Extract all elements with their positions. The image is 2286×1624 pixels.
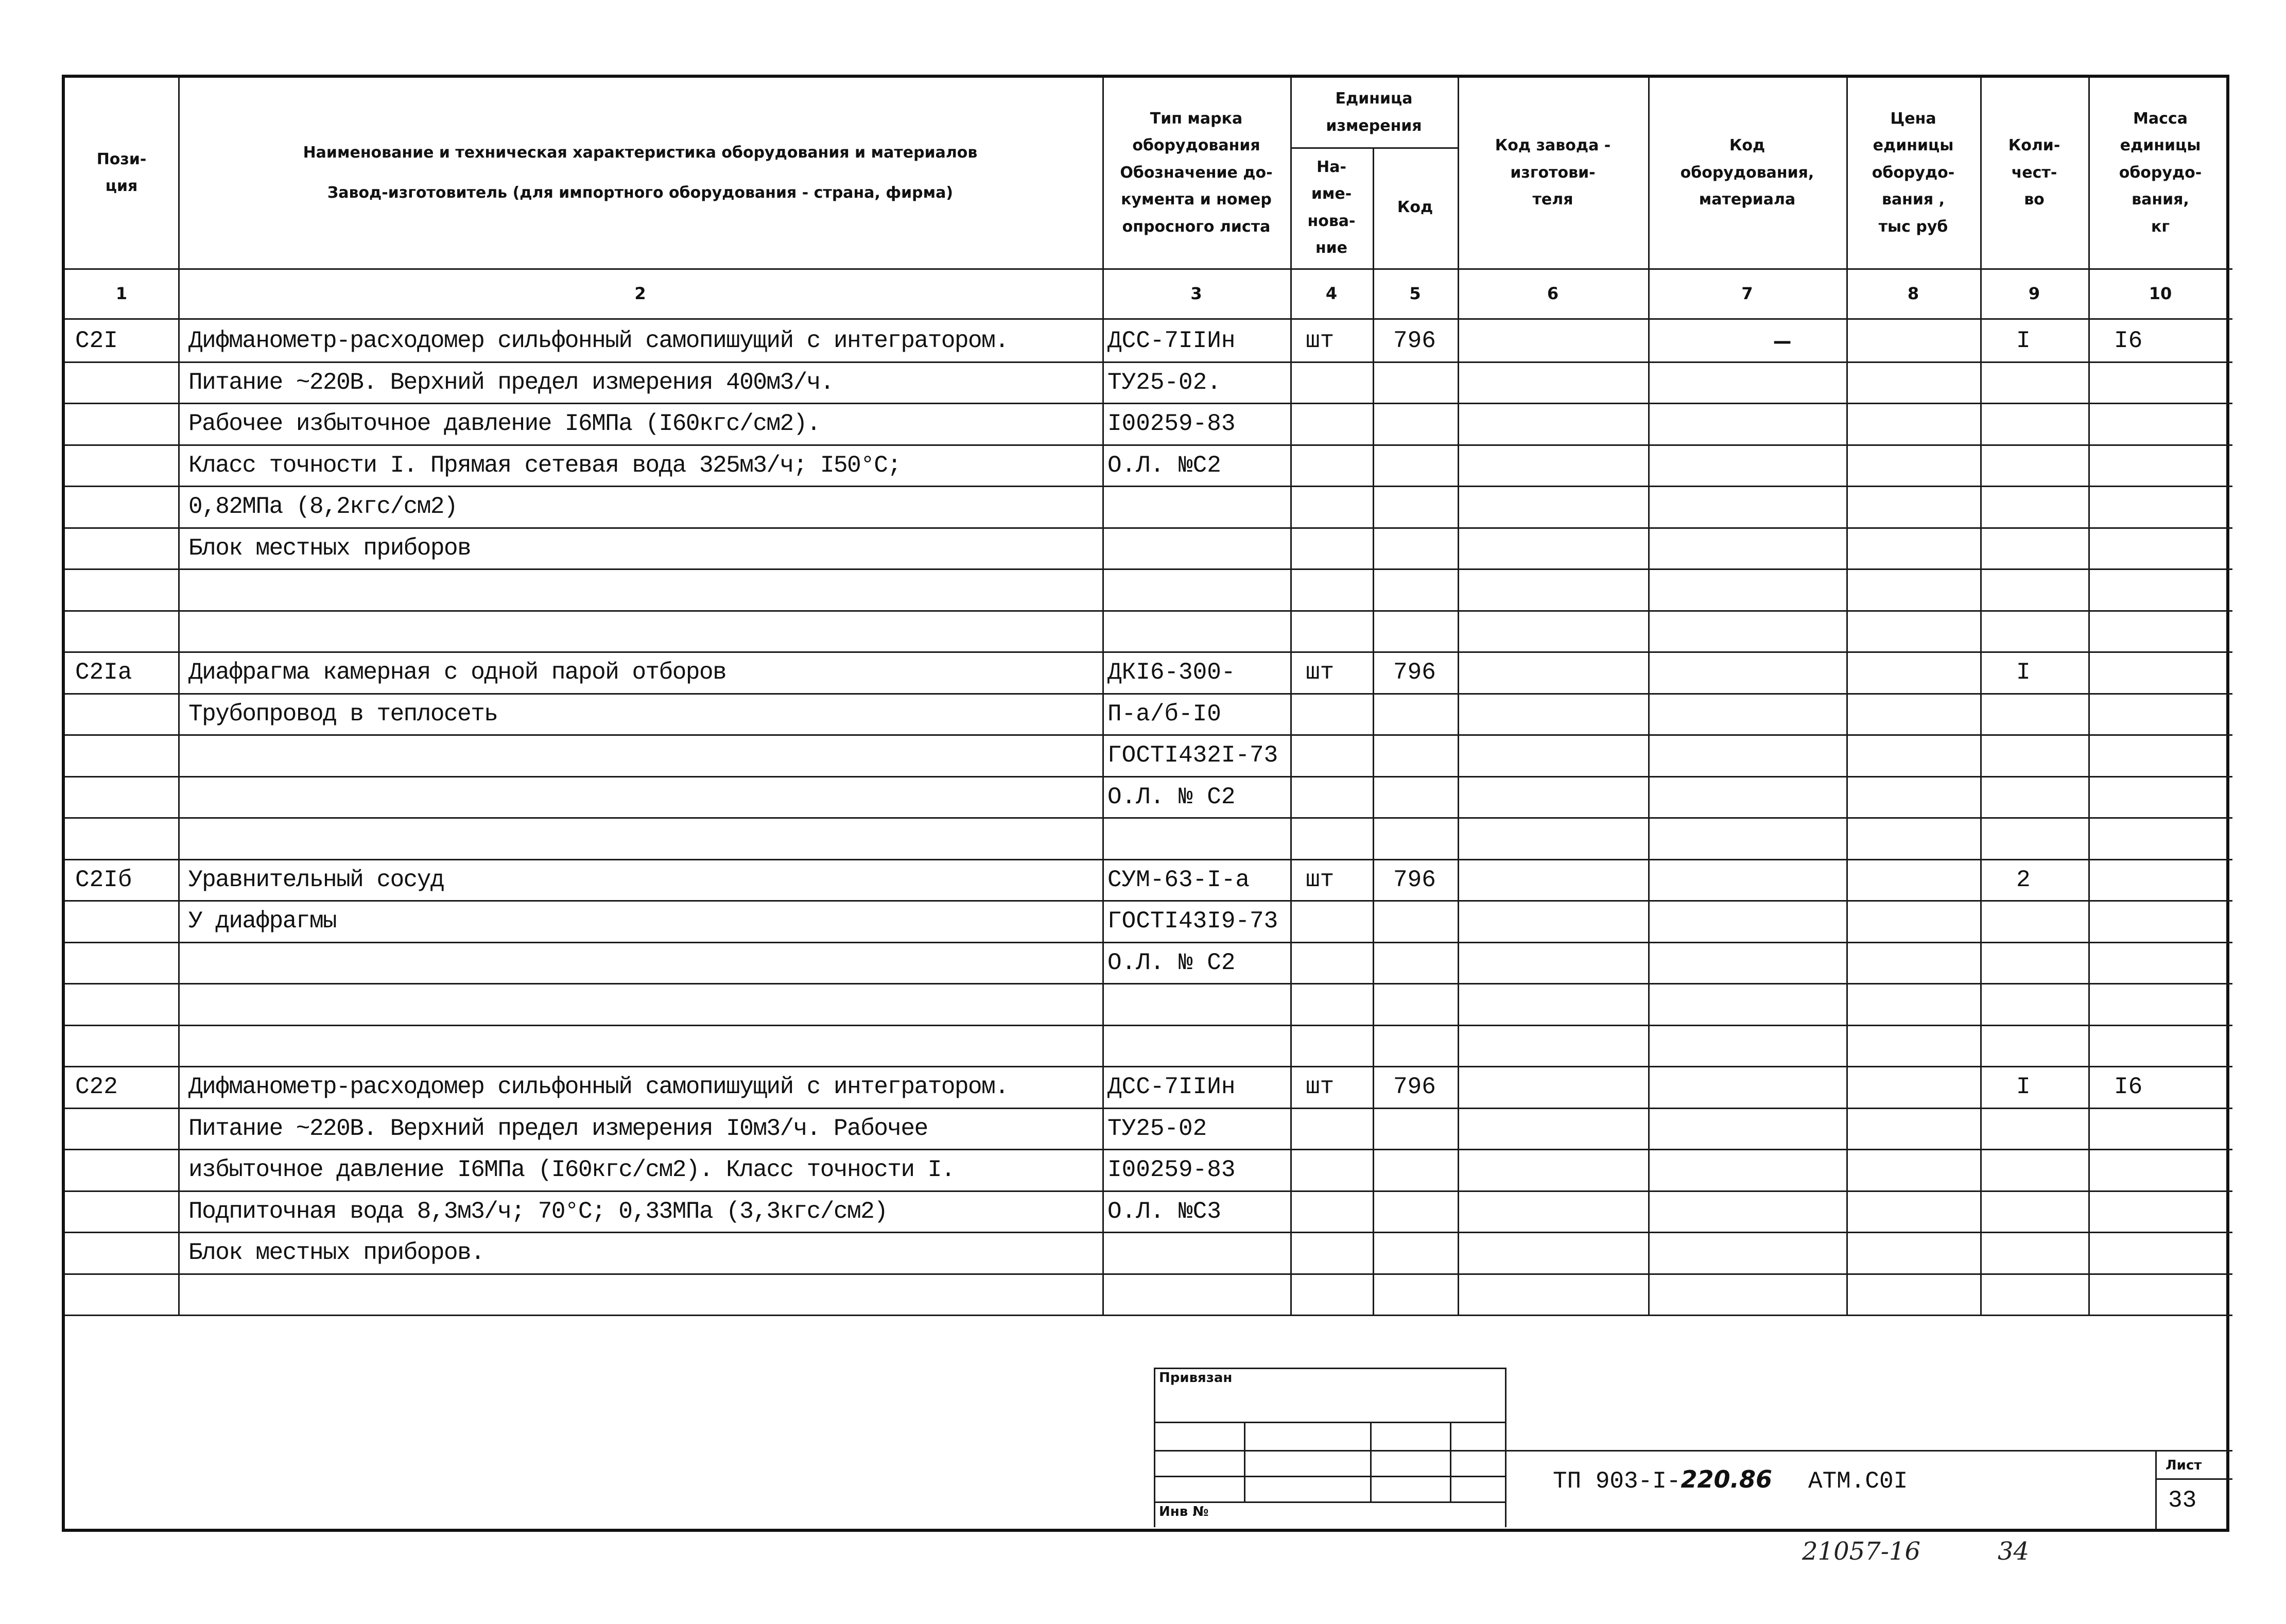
quantity-cell: I bbox=[2016, 1074, 2031, 1100]
name-cell: Трубопровод в теплосеть bbox=[188, 700, 498, 728]
column-header bbox=[1290, 147, 1373, 268]
position-cell: С2I bbox=[75, 327, 118, 354]
document-code-suffix: АТМ.С0I bbox=[1808, 1468, 1908, 1495]
quantity-cell: 2 bbox=[2016, 866, 2031, 893]
row-divider bbox=[65, 693, 2232, 695]
row-divider bbox=[65, 527, 2232, 529]
column-header-line: На- bbox=[1317, 158, 1346, 176]
row-divider bbox=[65, 361, 2232, 363]
stamp-line bbox=[1370, 1422, 1372, 1501]
column-header-line: оборудования, bbox=[1680, 163, 1814, 182]
row-divider bbox=[65, 776, 2232, 778]
column-number: 10 bbox=[2149, 284, 2172, 303]
stamp-line bbox=[1505, 1368, 1506, 1527]
document-code bbox=[1553, 1465, 1908, 1495]
row-divider bbox=[65, 1273, 2232, 1275]
row-divider bbox=[65, 1315, 2232, 1316]
column-header-line: Код завода - bbox=[1495, 136, 1611, 155]
inventory-number-label: Инв № bbox=[1159, 1504, 1209, 1519]
type-cell: О.Л. № С2 bbox=[1107, 949, 1236, 976]
column-header-line: оборудо- bbox=[2119, 163, 2202, 182]
type-cell: СУМ-63-I-а bbox=[1107, 866, 1250, 893]
unit-code-cell: 796 bbox=[1393, 1074, 1436, 1100]
row-divider bbox=[65, 651, 2232, 653]
row-divider bbox=[65, 486, 2232, 487]
unit-name-cell: шт bbox=[1306, 659, 1335, 686]
column-number: 6 bbox=[1547, 284, 1559, 303]
column-header-line: кг bbox=[2151, 217, 2170, 236]
column-header-line: нова- bbox=[1307, 212, 1356, 230]
column-header-line: опросного листа bbox=[1122, 217, 1271, 236]
column-header-line: Код bbox=[1729, 136, 1765, 155]
row-divider bbox=[65, 983, 2232, 984]
column-header-line: Пози- bbox=[96, 150, 147, 168]
row-divider bbox=[65, 1025, 2232, 1026]
column-number: 5 bbox=[1409, 284, 1421, 303]
column-number: 9 bbox=[2028, 284, 2040, 303]
column-header-line: вания , bbox=[1881, 191, 1945, 209]
type-cell: О.Л. №С2 bbox=[1107, 452, 1221, 479]
specification-sheet bbox=[62, 75, 2229, 1532]
archive-page-number: 34 bbox=[1998, 1537, 2030, 1566]
column-header-line: единицы bbox=[2120, 136, 2201, 155]
stamp-line bbox=[1154, 1450, 1506, 1452]
column-header-line: единицы bbox=[1873, 136, 1954, 155]
quantity-cell: I bbox=[2016, 327, 2031, 354]
row-divider bbox=[65, 1066, 2232, 1067]
column-header-line: материала bbox=[1699, 191, 1796, 209]
position-cell: С22 bbox=[75, 1074, 118, 1100]
name-cell: Уравнительный сосуд bbox=[188, 866, 444, 893]
name-cell: Подпиточная вода 8,3м3/ч; 70°С; 0,33МПа (3,3кгс/см2) bbox=[188, 1198, 888, 1225]
column-divider bbox=[1373, 147, 1374, 1315]
unit-name-cell: шт bbox=[1306, 327, 1335, 354]
row-divider bbox=[65, 1232, 2232, 1233]
header-divider bbox=[65, 268, 2232, 270]
column-header bbox=[2088, 78, 2232, 268]
column-header-line: име- bbox=[1311, 185, 1352, 203]
stamp-line bbox=[2155, 1450, 2157, 1530]
column-header bbox=[1648, 78, 1846, 268]
column-header-line: изготови- bbox=[1510, 163, 1596, 182]
row-divider bbox=[65, 1108, 2232, 1109]
position-cell: С2Iб bbox=[75, 866, 132, 893]
column-header bbox=[1373, 147, 1458, 268]
column-header-line: оборудования bbox=[1132, 136, 1260, 155]
row-divider bbox=[65, 734, 2232, 736]
name-cell: Дифманометр-расходомер сильфонный самопишущий с интегратором. bbox=[188, 1074, 1009, 1100]
column-header-line: кумента и номер bbox=[1121, 191, 1272, 209]
column-header-line: тыс руб bbox=[1878, 217, 1948, 236]
type-cell: ДКI6-300- bbox=[1107, 659, 1236, 686]
stamp-line bbox=[1154, 1422, 1506, 1423]
type-cell: ГОСТI43I9-73 bbox=[1107, 908, 1278, 935]
column-header-line: Тип марка bbox=[1150, 109, 1243, 128]
row-divider bbox=[65, 568, 2232, 570]
row-divider bbox=[65, 444, 2232, 446]
column-header bbox=[65, 78, 178, 268]
stamp-line bbox=[1154, 1368, 1155, 1527]
name-cell: Класс точности I. Прямая сетевая вода 325м3/ч; I50°С; bbox=[188, 452, 901, 479]
type-cell: ГОСТI432I-73 bbox=[1107, 742, 1278, 769]
column-number-divider bbox=[65, 318, 2232, 320]
sheet-label: Лист bbox=[2166, 1458, 2202, 1473]
type-cell: О.Л. №С3 bbox=[1107, 1198, 1221, 1225]
column-header-name bbox=[178, 78, 1102, 268]
document-code-prefix: ТП 903-I- bbox=[1553, 1468, 1681, 1495]
type-cell: I00259-83 bbox=[1107, 410, 1236, 437]
unit-code-cell: 796 bbox=[1393, 659, 1436, 686]
column-header-line: чест- bbox=[2011, 163, 2057, 182]
type-cell: ТУ25-02 bbox=[1107, 1115, 1207, 1142]
archive-number: 21057-16 bbox=[1802, 1537, 1920, 1566]
name-cell: Рабочее избыточное давление I6МПа (I60кгс/см2). bbox=[188, 410, 820, 437]
column-number: 8 bbox=[1907, 284, 1919, 303]
column-header-line: Масса bbox=[2133, 109, 2188, 128]
name-cell: Дифманометр-расходомер сильфонный самопишущий с интегратором. bbox=[188, 327, 1009, 354]
type-cell: ДСС-7IIИн bbox=[1107, 1074, 1236, 1100]
stamp-line bbox=[2155, 1478, 2232, 1480]
name-cell: У диафрагмы bbox=[188, 908, 337, 935]
column-header-line: Коли- bbox=[2008, 136, 2060, 155]
type-cell: П-а/б-I0 bbox=[1107, 700, 1221, 728]
row-divider bbox=[65, 817, 2232, 819]
mass-cell: I6 bbox=[2114, 1074, 2143, 1100]
stamp-line bbox=[1505, 1450, 2232, 1452]
name-cell: 0,82МПа (8,2кгс/см2) bbox=[188, 493, 458, 520]
column-header-line: Наименование и техническая характеристика оборудования и материалов bbox=[303, 144, 978, 162]
row-divider bbox=[65, 1190, 2232, 1192]
row-divider bbox=[65, 942, 2232, 943]
column-header-line: оборудо- bbox=[1872, 163, 1955, 182]
name-cell: Питание ~220В. Верхний предел измерения 400м3/ч. bbox=[188, 369, 834, 396]
column-header-line: Обозначение до- bbox=[1120, 163, 1273, 182]
column-header bbox=[1458, 78, 1648, 268]
column-header bbox=[1846, 78, 1980, 268]
unit-name-cell: шт bbox=[1306, 1074, 1335, 1100]
column-header bbox=[1102, 78, 1290, 268]
name-cell: избыточное давление I6МПа (I60кгс/см2). Класс точности I. bbox=[188, 1156, 955, 1183]
mass-cell: I6 bbox=[2114, 327, 2143, 354]
stamp-line bbox=[1154, 1368, 1506, 1369]
name-cell: Диафрагма камерная с одной парой отборов bbox=[188, 659, 726, 686]
stamp-line bbox=[1154, 1476, 1506, 1477]
unit-code-cell: 796 bbox=[1393, 866, 1436, 893]
column-header-line: ция bbox=[105, 177, 138, 195]
stamp-line bbox=[1244, 1422, 1245, 1501]
row-divider bbox=[65, 610, 2232, 612]
column-header-line: теля bbox=[1532, 191, 1573, 209]
name-cell: Блок местных приборов bbox=[188, 534, 471, 562]
unit-code-cell: 796 bbox=[1393, 327, 1436, 354]
type-cell: ДСС-7IIИн bbox=[1107, 327, 1236, 354]
name-cell: Питание ~220В. Верхний предел измерения I0м3/ч. Рабочее bbox=[188, 1115, 928, 1142]
column-header-line: Код bbox=[1397, 198, 1433, 217]
column-number: 4 bbox=[1325, 284, 1338, 303]
column-header-line: ние bbox=[1315, 239, 1348, 257]
column-number: 2 bbox=[634, 284, 646, 303]
unit-name-cell: шт bbox=[1306, 866, 1335, 893]
row-divider bbox=[65, 900, 2232, 902]
row-divider bbox=[65, 403, 2232, 404]
column-number: 1 bbox=[115, 284, 128, 303]
column-header-line: во bbox=[2024, 191, 2045, 209]
column-header-line: вания, bbox=[2132, 191, 2189, 209]
column-header-line: измерения bbox=[1326, 116, 1422, 135]
sheet-number: 33 bbox=[2168, 1487, 2197, 1514]
column-header bbox=[1290, 78, 1458, 147]
column-header-line: Единица bbox=[1335, 90, 1413, 108]
column-header-line: Завод-изготовитель (для импортного оборудования - страна, фирма) bbox=[327, 184, 954, 202]
stamp-line bbox=[1450, 1422, 1451, 1501]
privyazan-label: Привязан bbox=[1159, 1370, 1233, 1386]
column-number: 7 bbox=[1741, 284, 1753, 303]
equipment-code-cell: — bbox=[1774, 327, 1791, 357]
stamp-line bbox=[1154, 1501, 1506, 1503]
position-cell: С2Iа bbox=[75, 659, 132, 686]
column-header-line: Цена bbox=[1890, 109, 1936, 128]
type-cell: I00259-83 bbox=[1107, 1156, 1236, 1183]
type-cell: ТУ25-02. bbox=[1107, 369, 1221, 396]
type-cell: О.Л. № С2 bbox=[1107, 783, 1236, 810]
column-header bbox=[1980, 78, 2088, 268]
row-divider bbox=[65, 1149, 2232, 1150]
name-cell: Блок местных приборов. bbox=[188, 1239, 484, 1266]
quantity-cell: I bbox=[2016, 659, 2031, 686]
document-code-handwritten: 220.86 bbox=[1681, 1465, 1772, 1493]
row-divider bbox=[65, 859, 2232, 860]
column-number: 3 bbox=[1190, 284, 1202, 303]
